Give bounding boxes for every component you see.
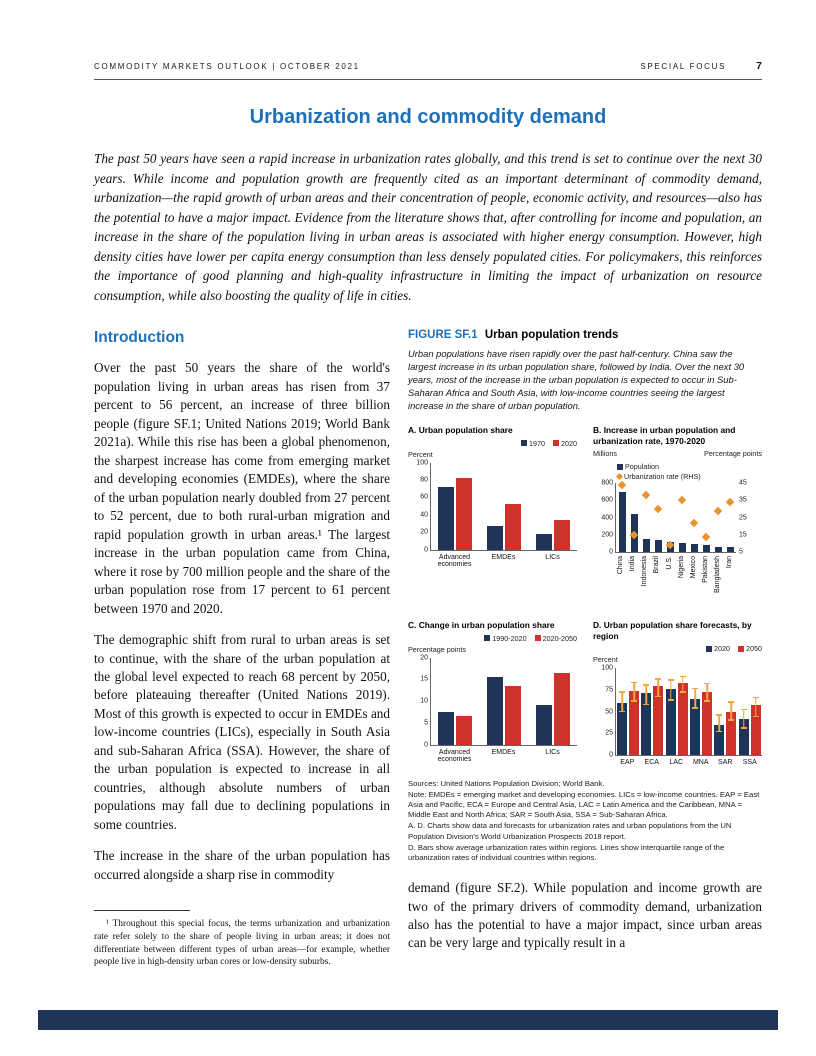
legend-label: 2050 bbox=[746, 644, 762, 654]
whisker-cap-bottom bbox=[728, 719, 734, 721]
figure-note-abbreviations: Note: EMDEs = emerging market and developing economies. LICs = low-income countries. EAP = East Asia and Pacific, ECA = Europe and Central Asia, LAC = Latin America and the Caribbean, MNA = Middle East and North Africa; SAR = South Asia, SSA = Sub-Saharan Africa. bbox=[408, 789, 760, 820]
footnote-block bbox=[94, 910, 390, 969]
x-axis-label bbox=[615, 759, 640, 767]
whisker-line bbox=[658, 679, 660, 696]
bar-series-2050 bbox=[678, 683, 688, 755]
chart-title: A. Urban population share bbox=[408, 425, 513, 436]
x-axis-label-text: Nigeria bbox=[677, 556, 685, 579]
x-axis-labels bbox=[430, 554, 577, 569]
bar-group bbox=[616, 668, 640, 755]
bar-group bbox=[628, 483, 640, 552]
whisker-cap-bottom bbox=[668, 699, 674, 701]
footnote-text: ¹ Throughout this special focus, the terms urbanization and urbanization rate refer solely to the share of people living in urban areas; it does not differentiate between different types of urban areas—for example, whether people live in high-density urban cores or low-density suburbs. bbox=[94, 919, 390, 968]
y-tick-label: 5 bbox=[424, 719, 428, 727]
bar-slot bbox=[617, 668, 627, 755]
x-axis-label bbox=[700, 556, 712, 604]
whisker-cap-top bbox=[753, 697, 759, 699]
chart-title: C. Change in urban population share bbox=[408, 620, 555, 631]
plot-area bbox=[601, 664, 762, 759]
bar-group bbox=[640, 668, 664, 755]
figure-label: FIGURE SF.1 bbox=[408, 329, 478, 342]
y-axis-unit-left: Percentage points bbox=[408, 644, 466, 654]
page-title: Urbanization and commodity demand bbox=[249, 106, 607, 128]
whisker-cap-bottom bbox=[619, 711, 625, 713]
bar-group bbox=[724, 483, 736, 552]
bar-series-2050 bbox=[702, 692, 712, 755]
y2-tick-label: 25 bbox=[739, 514, 747, 522]
section-heading-introduction: Introduction bbox=[94, 329, 185, 347]
bar-slot bbox=[751, 668, 761, 755]
bar-series-2020-2050 bbox=[505, 686, 521, 745]
bar-series-2020 bbox=[505, 504, 521, 549]
bar-group bbox=[616, 483, 628, 552]
y-tick-label: 100 bbox=[416, 459, 428, 467]
chart-b-increase-in-urban-population bbox=[593, 425, 762, 604]
whisker-cap-top bbox=[728, 701, 734, 703]
x-axis-label-text: Iran bbox=[726, 556, 734, 569]
axis-unit-labels bbox=[593, 655, 762, 664]
x-axis-label bbox=[664, 759, 689, 767]
bar-series-Population bbox=[691, 544, 698, 552]
bar-slot bbox=[679, 483, 686, 552]
whisker-cap-bottom bbox=[741, 727, 747, 729]
bar-slot bbox=[505, 658, 521, 745]
legend-label: Urbanization rate (RHS) bbox=[624, 472, 701, 482]
bar-group bbox=[689, 668, 713, 755]
bar-groups bbox=[616, 668, 762, 755]
y-tick-label: 15 bbox=[420, 675, 428, 683]
bar-series-Population bbox=[655, 540, 662, 552]
x-axis-label-text: EAP bbox=[620, 759, 635, 767]
bar-group bbox=[738, 668, 762, 755]
whisker-line bbox=[682, 677, 684, 693]
chart-plot bbox=[593, 479, 762, 556]
body-paragraph-continuation: demand (figure SF.2). While population and income growth are two of the primary drivers of commodity demand, urbanization also has the potential to have a major impact, since urban areas can be very large and typically result in a bbox=[408, 880, 762, 951]
bar-slot bbox=[641, 668, 651, 755]
bar-slot bbox=[536, 463, 552, 550]
plot-area bbox=[601, 479, 747, 556]
figure-chart-grid bbox=[408, 425, 762, 767]
bar-slot bbox=[487, 658, 503, 745]
bar-group bbox=[528, 658, 577, 745]
legend-label: 1970 bbox=[529, 438, 545, 448]
bar-slot bbox=[655, 483, 662, 552]
whisker-line bbox=[719, 715, 721, 732]
legend-item bbox=[535, 634, 577, 643]
two-column-layout bbox=[94, 329, 762, 969]
whisker-line bbox=[621, 692, 623, 711]
bar-slot bbox=[438, 658, 454, 745]
legend-item bbox=[706, 644, 730, 653]
bar-slot bbox=[487, 463, 503, 550]
bar-series-1990-2020 bbox=[438, 712, 454, 745]
y-axis-unit-left: Millions bbox=[593, 449, 617, 459]
whisker-cap-bottom bbox=[704, 700, 710, 702]
bar-group bbox=[676, 483, 688, 552]
whisker-cap-top bbox=[716, 714, 722, 716]
bar-series-Population bbox=[679, 543, 686, 552]
chart-legend-row bbox=[408, 439, 577, 448]
legend-item bbox=[738, 644, 762, 653]
bar-series-2020 bbox=[554, 520, 570, 550]
x-axis-label bbox=[663, 556, 675, 604]
x-axis-labels bbox=[615, 556, 736, 604]
y-tick-label: 0 bbox=[424, 546, 428, 554]
y-tick-label: 100 bbox=[601, 664, 613, 672]
x-axis-label bbox=[713, 759, 738, 767]
legend-item bbox=[617, 462, 762, 471]
bar-group bbox=[480, 463, 529, 550]
bar-slot bbox=[505, 463, 521, 550]
whisker-line bbox=[670, 680, 672, 700]
x-axis-label-text: LICs bbox=[545, 748, 560, 756]
x-axis-label bbox=[528, 554, 577, 569]
legend-label: 1990-2020 bbox=[492, 633, 527, 643]
figure-title: Urban population trends bbox=[484, 329, 619, 342]
y2-tick-label: 5 bbox=[739, 548, 743, 556]
bar-groups bbox=[616, 483, 736, 552]
body-paragraph-1: Over the past 50 years the share of the world's population living in urban areas has risen from 37 percent to 56 percent, an increase of three billion people (figure SF.1; United Nations 2019; World Bank 2021a). While this rise has been a global phenomenon, the sharpest increase has come from emerging market and developing economies (EMDEs), where the share of the urban population nearly doubled from 27 percent to 52 percent, due to both rural-urban migration and rapid population growth in urban areas.¹ The largest increase in the urban population came from China, where it rose by 700 million people and the share of the urban population rose from 17 percent to 61 percent between 1970 and 2020. bbox=[94, 360, 390, 616]
whisker-line bbox=[646, 685, 648, 704]
y-axis-unit-left: Percent bbox=[408, 449, 433, 459]
whisker-line bbox=[694, 689, 696, 708]
chart-a-urban-population-share bbox=[408, 425, 577, 604]
x-axis-label-text: Pakistan bbox=[701, 556, 709, 583]
chart-legend bbox=[521, 439, 577, 448]
chart-title: B. Increase in urban population and urbanization rate, 1970-2020 bbox=[593, 425, 736, 446]
y-tick-label: 40 bbox=[420, 511, 428, 519]
plot-area bbox=[416, 459, 577, 554]
y-axis-unit-right: Percentage points bbox=[704, 449, 762, 459]
chart-legend bbox=[706, 644, 762, 653]
bar-series-Population bbox=[715, 547, 722, 553]
x-axis-label-text: Bangladesh bbox=[713, 556, 721, 594]
x-axis-label-text: MNA bbox=[692, 759, 709, 767]
bar-group bbox=[528, 463, 577, 550]
whisker-cap-top bbox=[668, 679, 674, 681]
bar-slot bbox=[456, 658, 472, 745]
chart-plot bbox=[593, 664, 762, 759]
legend-square-icon bbox=[617, 464, 623, 470]
header-section-text: SPECIAL FOCUS bbox=[640, 62, 727, 71]
x-axis-label bbox=[675, 556, 687, 604]
legend-item bbox=[484, 634, 526, 643]
x-axis-label bbox=[430, 554, 479, 569]
whisker-cap-bottom bbox=[643, 704, 649, 706]
whisker-line bbox=[743, 710, 745, 728]
x-axis-label-text: Advanced economies bbox=[437, 553, 472, 569]
axis-unit-labels bbox=[408, 645, 577, 654]
legend-diamond-icon bbox=[616, 473, 623, 480]
x-axis-labels bbox=[615, 759, 762, 767]
chart-legend-row bbox=[408, 634, 577, 643]
y2-tick-label: 45 bbox=[739, 479, 747, 487]
x-axis-label bbox=[528, 749, 577, 764]
bar-slot bbox=[715, 483, 722, 552]
bar-slot bbox=[726, 668, 736, 755]
legend-label: Population bbox=[625, 462, 659, 472]
bar-slot bbox=[554, 658, 570, 745]
footnote-rule bbox=[94, 910, 190, 911]
y-tick-label: 60 bbox=[420, 493, 428, 501]
y-tick-label: 75 bbox=[605, 686, 613, 694]
whisker-cap-top bbox=[741, 709, 747, 711]
x-axis-label bbox=[639, 556, 651, 604]
legend-square-icon bbox=[521, 440, 527, 446]
chart-legend-row bbox=[593, 644, 762, 653]
y-tick-label: 25 bbox=[605, 729, 613, 737]
x-axis-label bbox=[479, 554, 528, 569]
y-tick-label: 800 bbox=[601, 479, 613, 487]
bar-series-Population bbox=[727, 547, 734, 552]
figure-note-d: D. Bars show average urbanization rates within regions. Lines show interquartile range of the urbanization rates of individual countries within regions. bbox=[408, 842, 725, 862]
bar-slot bbox=[691, 483, 698, 552]
bar-group bbox=[652, 483, 664, 552]
whisker-cap-top bbox=[619, 691, 625, 693]
y-tick-label: 80 bbox=[420, 476, 428, 484]
figure-note-ad: A. D. Charts show data and forecasts for urbanization rates and urban populations from the UN Population Division's World Urbanization Prospects 2018 report. bbox=[408, 821, 732, 841]
y-tick-label: 0 bbox=[609, 548, 613, 556]
bar-group bbox=[480, 658, 529, 745]
x-axis-label-text: ECA bbox=[644, 759, 659, 767]
y-tick-label: 0 bbox=[609, 751, 613, 759]
whisker-cap-top bbox=[680, 676, 686, 678]
y2-tick-label: 15 bbox=[739, 531, 747, 539]
whisker-cap-bottom bbox=[655, 696, 661, 698]
x-axis-label-text: EMDEs bbox=[491, 553, 516, 561]
legend-label: 2020 bbox=[561, 438, 577, 448]
legend-square-icon bbox=[484, 635, 490, 641]
x-axis-label bbox=[627, 556, 639, 604]
whisker-cap-top bbox=[631, 682, 637, 684]
x-axis-label bbox=[738, 759, 763, 767]
bar-series-1990-2020 bbox=[536, 705, 552, 744]
bar-group bbox=[712, 483, 724, 552]
bar-slot bbox=[631, 483, 638, 552]
x-axis-label-text: India bbox=[629, 556, 637, 572]
x-axis-label bbox=[689, 759, 714, 767]
bar-groups bbox=[431, 658, 577, 745]
legend-label: 2020 bbox=[714, 644, 730, 654]
y2-tick-label: 35 bbox=[739, 496, 747, 504]
bar-series-Population bbox=[643, 539, 650, 552]
x-axis-label-text: China bbox=[617, 556, 625, 575]
bar-group bbox=[688, 483, 700, 552]
whisker-cap-top bbox=[643, 684, 649, 686]
chart-plot bbox=[408, 459, 577, 554]
bar-slot bbox=[438, 463, 454, 550]
x-axis-label-text: SAR bbox=[718, 759, 733, 767]
x-axis-label bbox=[724, 556, 736, 604]
bar-series-1970 bbox=[487, 526, 503, 549]
x-axis-label-text: Mexico bbox=[689, 556, 697, 579]
legend-square-icon bbox=[738, 646, 744, 652]
whisker-cap-bottom bbox=[631, 700, 637, 702]
x-axis-label bbox=[640, 759, 665, 767]
axis-unit-labels bbox=[593, 449, 762, 458]
whisker-cap-bottom bbox=[692, 707, 698, 709]
whisker-cap-bottom bbox=[716, 731, 722, 733]
x-axis-label bbox=[688, 556, 700, 604]
bar-group bbox=[713, 668, 737, 755]
x-axis-label-text: LICs bbox=[545, 553, 560, 561]
chart-legend bbox=[617, 462, 762, 481]
x-axis-label-text: SSA bbox=[742, 759, 757, 767]
x-axis-label-text: LAC bbox=[669, 759, 684, 767]
figure-heading bbox=[408, 329, 762, 341]
y-tick-label: 600 bbox=[601, 496, 613, 504]
bar-slot bbox=[456, 463, 472, 550]
whisker-line bbox=[755, 698, 757, 717]
right-column bbox=[408, 329, 762, 969]
whisker-cap-top bbox=[655, 678, 661, 680]
bar-group bbox=[664, 483, 676, 552]
y-tick-label: 400 bbox=[601, 514, 613, 522]
bar-slot bbox=[727, 483, 734, 552]
chart-d-forecasts-by-region bbox=[593, 620, 762, 767]
bar-slot bbox=[702, 668, 712, 755]
bar-group bbox=[431, 658, 480, 745]
whisker-cap-top bbox=[704, 683, 710, 685]
axis-unit-labels bbox=[408, 450, 577, 459]
x-axis-label bbox=[712, 556, 724, 604]
bar-slot bbox=[653, 668, 663, 755]
bar-slot bbox=[703, 483, 710, 552]
bar-slot bbox=[714, 668, 724, 755]
header-right bbox=[640, 60, 762, 72]
bar-slot bbox=[666, 668, 676, 755]
bar-slot bbox=[690, 668, 700, 755]
figure-caption: Urban populations have risen rapidly over the past half-century. China saw the largest increase in its urban population share, followed by India. Over the next 30 years, most of the increase in the urban population is expected to occur in Sub-Saharan Africa and South Asia, with low-income countries seeing the largest increase in the share of urban population. bbox=[408, 348, 745, 412]
x-axis-label-text: Brazil bbox=[653, 556, 661, 574]
body-paragraph-3: The increase in the share of the urban population has occurred alongside a sharp rise in commodity bbox=[94, 848, 390, 882]
bar-series-2020-2050 bbox=[456, 716, 472, 744]
x-axis-label-text: Indonesia bbox=[641, 556, 649, 587]
header-left-text: COMMODITY MARKETS OUTLOOK | OCTOBER 2021 bbox=[94, 62, 360, 71]
bar-slot bbox=[536, 658, 552, 745]
whisker-cap-bottom bbox=[753, 716, 759, 718]
whisker-cap-bottom bbox=[680, 691, 686, 693]
plot-area bbox=[420, 654, 577, 749]
whisker-cap-top bbox=[692, 688, 698, 690]
body-paragraph-2: The demographic shift from rural to urban areas is set to continue, with the share of the urban population at the global level expected to reach 68 percent by 2050, before plateauing thereafter (United Nations 2019). Most of this growth is expected to occur in EMDEs and low-income countries (LICs), especially in South Asia and sub-Saharan Africa (SSA). However, the share of the urban population is expected to increase in all countries, although absolute numbers of urban populations may fall due to declining populations in some countries. bbox=[94, 632, 390, 832]
bar-series-Population bbox=[703, 545, 710, 552]
y-tick-label: 200 bbox=[601, 531, 613, 539]
bar-group bbox=[700, 483, 712, 552]
legend-item bbox=[553, 439, 577, 448]
x-axis-label bbox=[651, 556, 663, 604]
y-tick-label: 20 bbox=[420, 528, 428, 536]
bar-group bbox=[640, 483, 652, 552]
x-axis-label-text: EMDEs bbox=[491, 748, 516, 756]
y-tick-label: 50 bbox=[605, 708, 613, 716]
x-axis-label bbox=[615, 556, 627, 604]
bar-group bbox=[665, 668, 689, 755]
bar-series-Population bbox=[619, 492, 626, 552]
bar-groups bbox=[431, 463, 577, 550]
bar-series-1970 bbox=[438, 487, 454, 550]
x-axis-label bbox=[430, 749, 479, 764]
chart-c-change-in-urban-population-share bbox=[408, 620, 577, 767]
chart-title: D. Urban population share forecasts, by region bbox=[593, 620, 752, 641]
figure-notes bbox=[408, 779, 762, 863]
bar-series-2020-2050 bbox=[554, 673, 570, 745]
bar-series-1990-2020 bbox=[487, 677, 503, 744]
legend-label: 2020-2050 bbox=[542, 633, 577, 643]
y-tick-label: 20 bbox=[420, 654, 428, 662]
footer-bar bbox=[38, 1010, 778, 1030]
page-header bbox=[94, 60, 762, 80]
bar-group bbox=[431, 463, 480, 550]
y-tick-label: 0 bbox=[424, 741, 428, 749]
legend-item bbox=[521, 439, 545, 448]
abstract-paragraph: The past 50 years have seen a rapid increase in urbanization rates globally, and this trend is set to continue over the next 30 years. While income and population growth are frequently cited as an important determinant of commodity demand, urbanization—the rapid growth of urban areas and their concentration of people, economic activity, and resources—also has the potential to have a major impact. Evidence from the literature shows that, after controlling for income and population, an increase in the share of the population living in urban areas is associated with higher energy consumption. However, high density cities have lower per capita energy consumption than less densely populated cities. For policymakers, this reinforces the importance of good planning and high-quality infrastructure in limiting the impact of urbanization on resource consumption, while also boosting the quality of life in cities. bbox=[94, 151, 762, 303]
y-tick-label: 10 bbox=[420, 697, 428, 705]
y-axis-unit-left: Percent bbox=[593, 655, 618, 665]
bar-slot bbox=[678, 668, 688, 755]
figure-note-sources: Sources: United Nations Population Division; World Bank. bbox=[408, 778, 605, 788]
x-axis-label bbox=[479, 749, 528, 764]
chart-legend bbox=[484, 634, 577, 643]
x-axis-labels bbox=[430, 749, 577, 764]
chart-plot bbox=[408, 654, 577, 749]
bar-slot bbox=[629, 668, 639, 755]
legend-square-icon bbox=[553, 440, 559, 446]
whisker-line bbox=[706, 684, 708, 701]
legend-square-icon bbox=[706, 646, 712, 652]
bar-slot bbox=[619, 483, 626, 552]
left-column bbox=[94, 329, 390, 969]
x-axis-label-text: U.S. bbox=[665, 556, 673, 570]
whisker-line bbox=[731, 702, 733, 720]
page-number: 7 bbox=[756, 60, 762, 72]
whisker-line bbox=[633, 683, 635, 701]
x-axis-label-text: Advanced economies bbox=[437, 748, 472, 764]
bar-slot bbox=[554, 463, 570, 550]
bar-series-1970 bbox=[536, 534, 552, 550]
legend-square-icon bbox=[535, 635, 541, 641]
bar-series-2020 bbox=[456, 478, 472, 549]
bar-slot bbox=[739, 668, 749, 755]
